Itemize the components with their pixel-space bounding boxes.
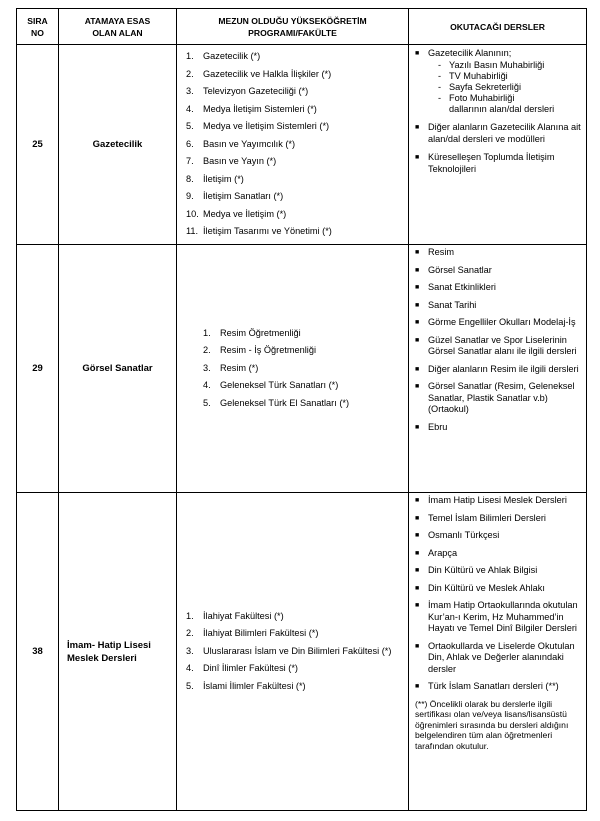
program-item: 4. Geleneksel Türk Sanatları (*) (203, 380, 339, 391)
sub-item: - TV Muhabirliği (438, 70, 508, 81)
ders-item: ■ Din Kültürü ve Meslek Ahlakı (415, 582, 545, 593)
program-item: 2. Resim - İş Öğretmenliği (203, 345, 316, 356)
program-item: 2. İlahiyat Bilimleri Fakültesi (*) (186, 628, 319, 639)
bullet-icon: ■ (415, 514, 420, 522)
header-program: MEZUN OLDUĞU YÜKSEKÖĞRETİM PROGRAMI/FAKÜLTE (177, 9, 409, 45)
header-alan: ATAMAYA ESAS OLAN ALAN (59, 9, 177, 45)
bullet-icon: ■ (415, 532, 420, 539)
bullet-icon: ■ (415, 365, 420, 373)
row-alan: İmam- Hatip Lisesi Meslek Dersleri (59, 493, 177, 811)
program-item: 9. İletişim Sanatları (*) (186, 191, 284, 202)
program-item: 5. Geleneksel Türk El Sanatları (*) (203, 397, 350, 408)
program-item: 3. Resim (*) (203, 362, 259, 373)
ders-item: ■ Türk İslam Sanatları dersleri (**) (415, 681, 559, 691)
program-item: 11. İletişim Tasarımı ve Yönetimi (*) (186, 226, 332, 237)
program-item: 7. Basın ve Yayın (*) (186, 156, 277, 167)
program-item: 3. Televizyon Gazeteciliği (*) (186, 86, 309, 97)
program-item: 1. Resim Öğretmenliği (203, 327, 301, 338)
ders-item: ■ Din Kültürü ve Ahlak Bilgisi (415, 565, 538, 575)
bullet-icon: ■ (415, 683, 420, 690)
row-programs (177, 493, 409, 811)
ders-item: ■ Osmanlı Türkçesi (415, 530, 500, 540)
bullet-icon: ■ (415, 284, 420, 291)
header-sira: SIRA NO (17, 9, 59, 45)
bullet-icon: ■ (415, 423, 420, 431)
ders-item: ■ Görsel Sanatlar (415, 264, 492, 275)
row-dersler (409, 493, 587, 811)
bullet-icon: ■ (415, 50, 420, 57)
assignment-table (16, 8, 587, 811)
program-item: 6. Basın ve Yayımcılık (*) (186, 138, 296, 149)
sub-item: - Foto Muhabirliği (438, 92, 515, 103)
ders-item: ■ Görsel Sanatlar (Resim, Geleneksel Sanatlar, Plastik Sanatlar v.b) (Ortaokul) (415, 381, 575, 414)
bullet-icon: ■ (415, 249, 420, 256)
ders-item: ■ Sanat Etkinlikleri (415, 282, 496, 292)
bullet-icon: ■ (415, 567, 420, 574)
ders-item: ■ İmam Hatip Ortaokullarında okutulan Kur’an-ı Kerim, Hz Muhammed’in Hayatı ve Temel Dinî Bilgiler Dersleri (415, 600, 578, 633)
bullet-icon: ■ (415, 319, 420, 326)
row-alan: Gazetecilik (59, 45, 177, 245)
ders-item: ■ Temel İslam Bilimleri Dersleri (415, 512, 546, 523)
row-programs (177, 45, 409, 245)
ders-item: ■ Gazetecilik Alanının; - Yazılı Basın Muhabirliği - TV Muhabirliği - Sayfa Sekreterliği - Foto Muhabirliği dallarının alan/dal dersleri (415, 48, 582, 115)
program-item: 5. Medya ve İletişim Sistemleri (*) (186, 121, 330, 132)
bullet-icon: ■ (415, 497, 420, 504)
program-item: 1. İlahiyat Fakültesi (*) (186, 610, 284, 621)
ders-item: ■ Ortaokullarda ve Liselerde Okutulan Din, Ahlak ve Değerler alanındaki dersler (415, 640, 575, 674)
row-alan: Görsel Sanatlar (59, 245, 177, 493)
ders-item: ■ Resim (415, 247, 455, 257)
row-programs (177, 245, 409, 493)
bullet-icon: ■ (415, 549, 420, 557)
program-item: 3. Uluslararası İslam ve Din Bilimleri Fakültesi (*) (186, 645, 392, 656)
bullet-icon: ■ (415, 642, 420, 650)
ders-item: ■ Ebru (415, 421, 448, 432)
ders-item: ■ Küreselleşen Toplumda İletişim Teknolojileri (415, 152, 555, 174)
program-item: 2. Gazetecilik ve Halkla İlişkiler (*) (186, 68, 332, 79)
program-item: 4. Dinî İlimler Fakültesi (*) (186, 663, 298, 674)
row-dersler (409, 245, 587, 493)
sub-item: - Yazılı Basın Muhabirliği (438, 59, 545, 70)
ders-item: ■ İmam Hatip Lisesi Meslek Dersleri (415, 495, 567, 505)
bullet-icon: ■ (415, 301, 420, 309)
program-item: 4. Medya İletişim Sistemleri (*) (186, 103, 317, 114)
row-dersler (409, 45, 587, 245)
header-dersler: OKUTACAĞI DERSLER (409, 9, 587, 45)
row-sira: 29 (17, 245, 59, 493)
sub-item: - Sayfa Sekreterliği (438, 81, 522, 92)
bullet-icon: ■ (415, 336, 420, 344)
program-item: 5. İslami İlimler Fakültesi (*) (186, 680, 306, 691)
bullet-icon: ■ (415, 266, 420, 274)
footnote: (**) Öncelikli olarak bu derslerle ilgili sertifikası olan ve/veya lisans/lisansüstü öğrenimleri sırasında bu dersleri aldığını belgelendiren tüm alan öğretmenleri tarafından okutulur. (415, 698, 569, 751)
bullet-icon: ■ (415, 584, 420, 592)
program-item: 1. Gazetecilik (*) (186, 51, 261, 62)
ders-item: ■ Güzel Sanatlar ve Spor Liselerinin Görsel Sanatlar alanı ile ilgili dersleri (415, 334, 577, 356)
ders-item: ■ Diğer alanların Gazetecilik Alanına ait alan/dal dersleri ve modülleri (415, 122, 581, 144)
ders-item: ■ Görme Engelliler Okulları Modelaj-İş (415, 317, 576, 327)
row-sira: 38 (17, 493, 59, 811)
table-row (17, 245, 587, 493)
row-sira: 25 (17, 45, 59, 245)
header-row (17, 9, 587, 45)
program-item: 10. Medya ve İletişim (*) (186, 208, 287, 219)
ders-item: ■ Arapça (415, 547, 458, 558)
table-row (17, 45, 587, 245)
program-item: 8. İletişim (*) (186, 173, 244, 184)
bullet-icon: ■ (415, 124, 420, 131)
bullet-icon: ■ (415, 602, 420, 609)
ders-item: ■ Sanat Tarihi (415, 299, 477, 310)
ders-item: ■ Diğer alanların Resim ile ilgili dersleri (415, 363, 579, 374)
bullet-icon: ■ (415, 383, 420, 390)
table-row (17, 493, 587, 811)
bullet-icon: ■ (415, 154, 420, 161)
